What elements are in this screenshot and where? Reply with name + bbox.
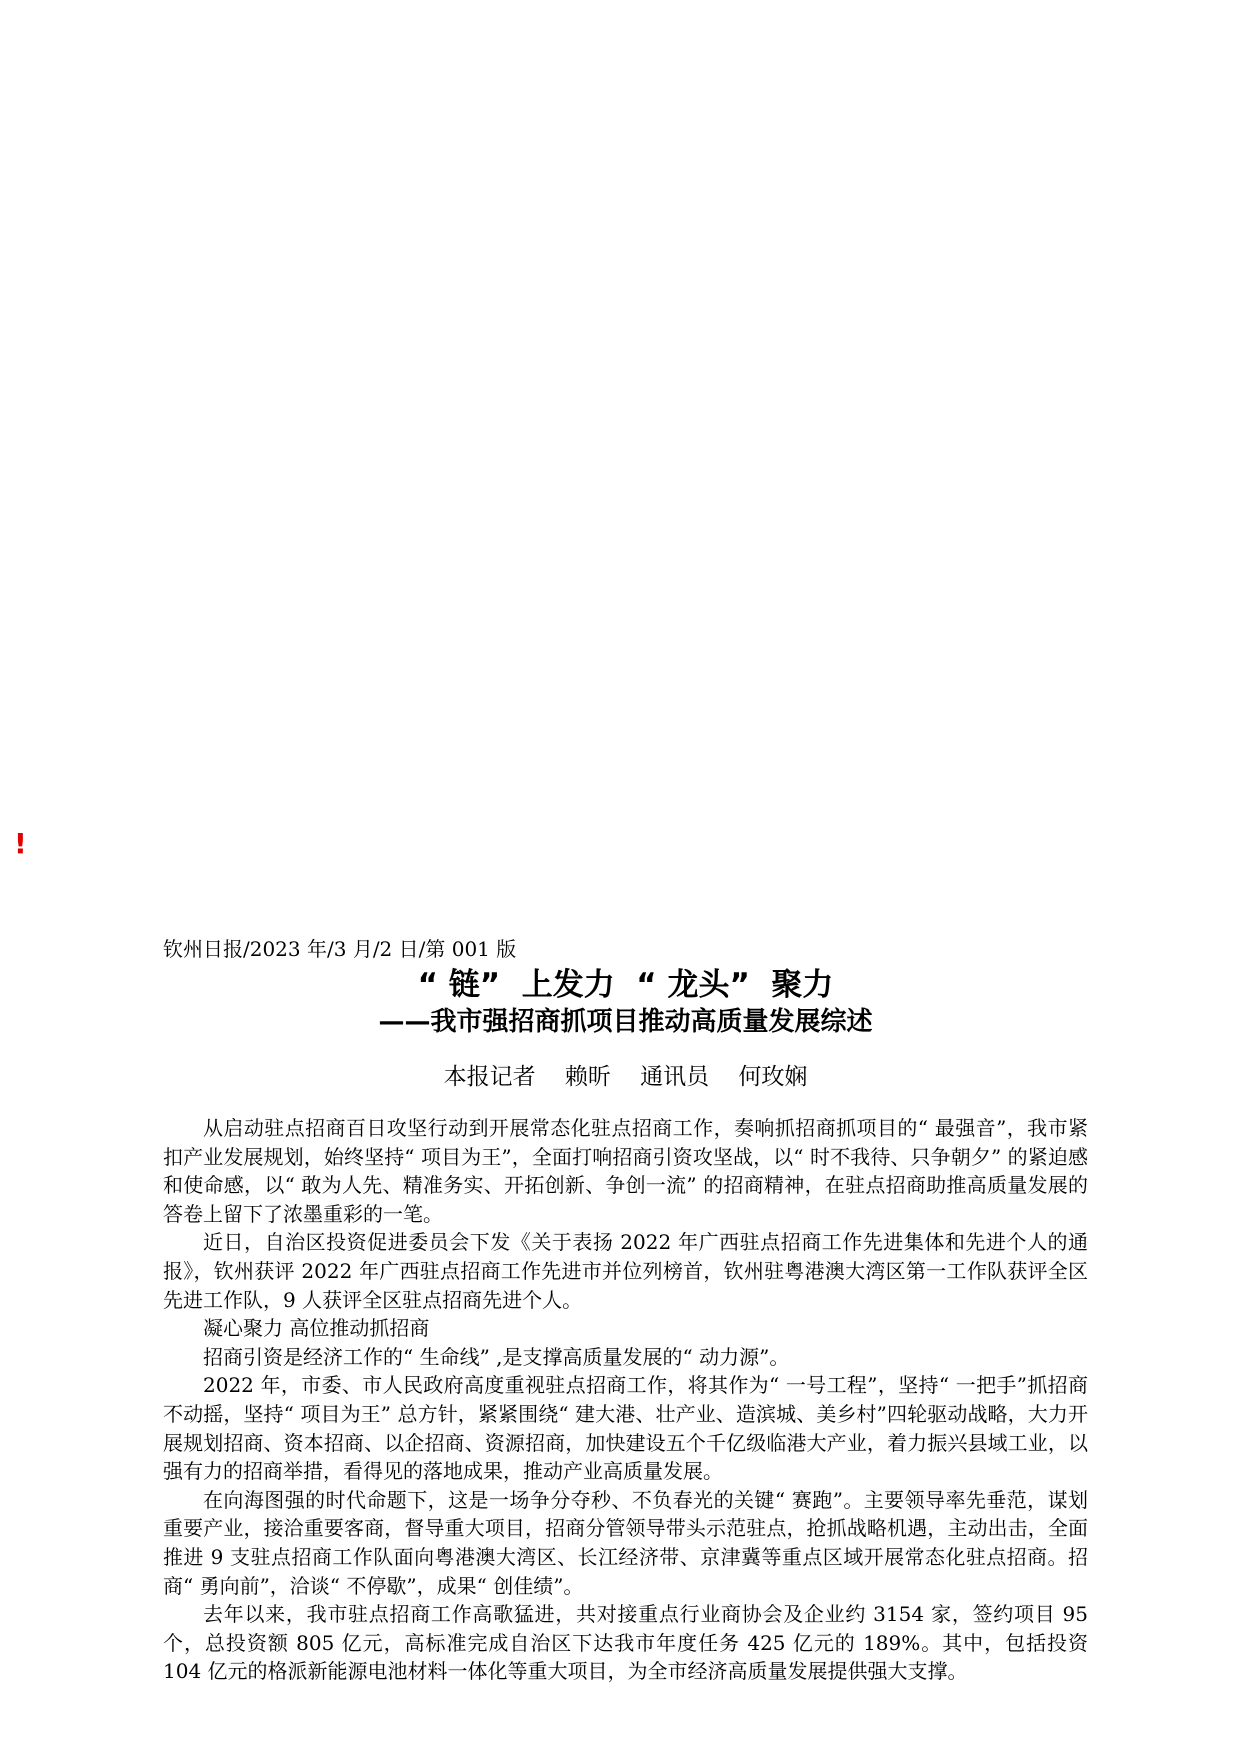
red-exclamation-mark: !: [14, 827, 27, 860]
paragraph: 2022 年，市委、市人民政府高度重视驻点招商工作，将其作为“ 一号工程”，坚持“ 一把手”抓招商不动摇，坚持“ 项目为王” 总方针，紧紧围绕“ 建大港、壮产业、造滨城、美乡村”四轮驱动战略，大力开展规划招商、资本招商、以企招商、资源招商，加快建设五个千亿级临港大产业，着力振兴县域工业，以强有力的招商举措，看得见的落地成果，推动产业高质量发展。: [163, 1373, 1088, 1484]
byline: 本报记者 赖昕 通讯员 何玫娴: [443, 1064, 808, 1090]
paragraph: 近日，自治区投资促进委员会下发《关于表扬 2022 年广西驻点招商工作先进集体和先进个人的通报》，钦州获评 2022 年广西驻点招商工作先进市并位列榜首，钦州驻粤港澳大湾区第一工作队获评全区先进工作队，9 人获评全区驻点招商先进个人。: [163, 1230, 1088, 1312]
headline: “ 链” 上发力 “ 龙头” 聚力: [417, 967, 834, 1003]
paragraph: 去年以来，我市驻点招商工作高歌猛进，共对接重点行业商协会及企业约 3154 家，签约项目 95 个，总投资额 805 亿元，高标准完成自治区下达我市年度任务 425 亿元的 189%。其中，包括投资 104 亿元的格派新能源电池材料一体化等重大项目，为全市经济高质量发展提供强大支撑。: [163, 1602, 1088, 1684]
source-line: 钦州日报/2023 年/3 月/2 日/第 001 版: [163, 937, 517, 961]
section-heading: 凝心聚力 高位推动抓招商: [203, 1316, 430, 1341]
news-article: [163, 934, 1088, 1686]
paragraph: 从启动驻点招商百日攻坚行动到开展常态化驻点招商工作，奏响抓招商抓项目的“ 最强音”，我市紧扣产业发展规划，始终坚持“ 项目为王”，全面打响招商引资攻坚战，以“ 时不我待、只争朝夕” 的紧迫感和使命感，以“ 敢为人先、精准务实、开拓创新、争创一流” 的招商精神，在驻点招商助推高质量发展的答卷上留下了浓墨重彩的一笔。: [163, 1116, 1088, 1226]
article-body: [163, 1114, 1088, 1686]
subheadline: ——我市强招商抓项目推动高质量发展综述: [378, 1007, 873, 1037]
paragraph: 在向海图强的时代命题下，这是一场争分夺秒、不负春光的关键“ 赛跑”。主要领导率先垂范，谋划重要产业，接洽重要客商，督导重大项目，招商分管领导带头示范驻点，抢抓战略机遇，主动出击，全面推进 9 支驻点招商工作队面向粤港澳大湾区、长江经济带、京津冀等重点区域开展常态化驻点招商。招商“ 勇向前”，洽谈“ 不停歇”，成果“ 创佳绩”。: [163, 1487, 1088, 1598]
paragraph: 招商引资是经济工作的“ 生命线” ,是支撑高质量发展的“ 动力源”。: [203, 1344, 790, 1369]
